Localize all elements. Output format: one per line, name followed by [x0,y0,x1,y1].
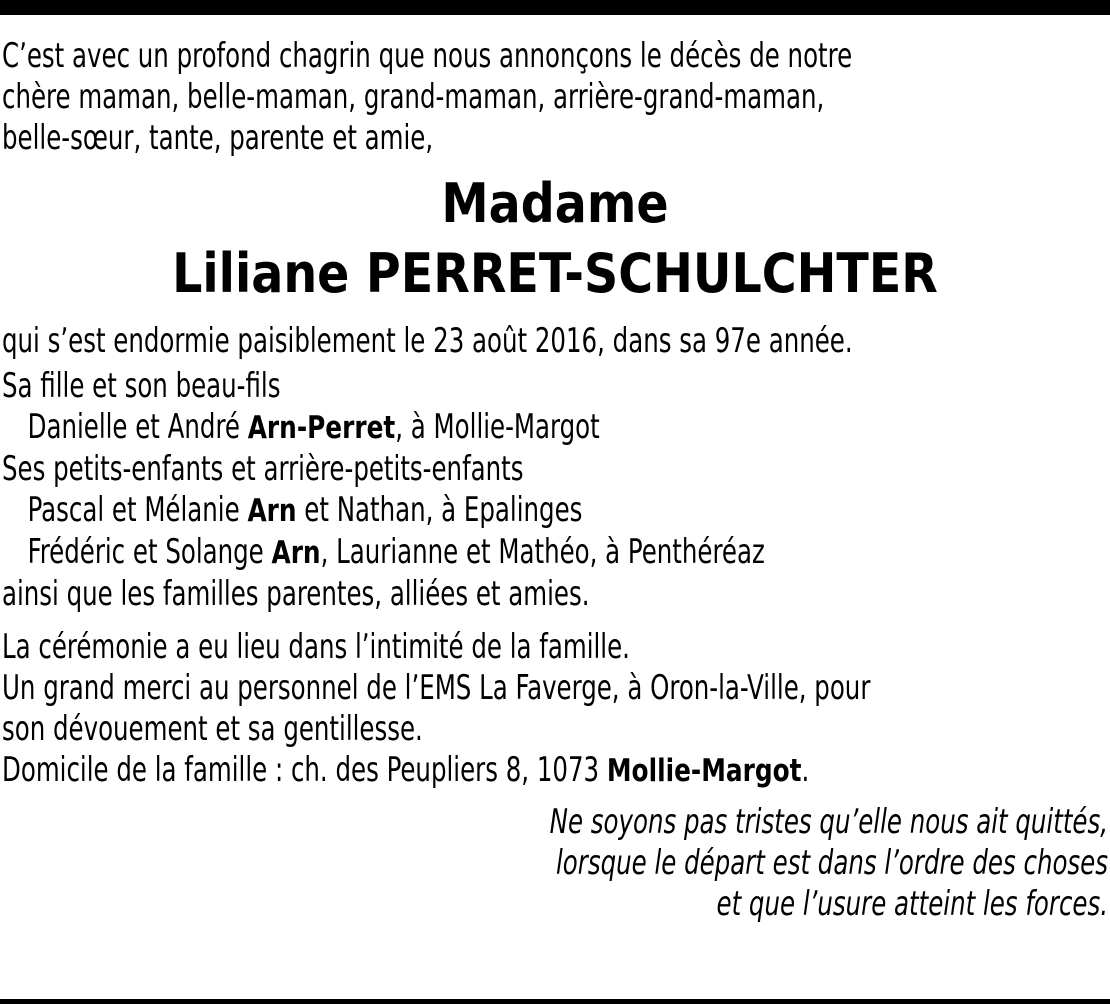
bottom-border-rule [0,999,1110,1004]
family-group-heading: Ses petits-enfants et arrière-petits-enfants [2,449,524,489]
intro-line-2: chère maman, belle-maman, grand-maman, arrière-grand-maman, [2,77,825,117]
ceremony-line-2: Un grand merci au personnel de l’EMS La Faverge, à Oron-la-Ville, pour [2,668,871,708]
quote-line-3: et que l’usure atteint les forces. [716,884,1108,924]
ceremony-line-3: son dévouement et sa gentillesse. [2,709,423,749]
family-address [2,750,887,792]
address-suffix: . [801,750,810,790]
quote-line-2: lorsque le départ est dans l’ordre des choses [556,843,1108,883]
deceased-name-block [2,169,1108,309]
intro-line-1: C’est avec un profond chagrin que nous annonçons le décès de notre [2,36,853,76]
ceremony-line-1: La cérémonie a eu lieu dans l’intimité de la famille. [2,627,630,667]
passing-statement: qui s’est endormie paisiblement le 23 août 2016, dans sa 97e année. [2,321,853,361]
member-details: , à Mollie-Margot [395,407,600,447]
address-prefix: Domicile de la famille : ch. des Peupliers 8, 1073 [2,750,607,790]
family-closing: ainsi que les familles parentes, alliées et amies. [2,574,590,614]
member-given-names: Danielle et André [27,407,248,447]
intro-line-3: belle-sœur, tante, parente et amie, [2,118,434,158]
family-member [2,490,887,532]
family-list [2,366,1108,615]
intro-paragraph [2,36,1108,159]
member-surname: Arn [247,493,297,529]
member-given-names: Frédéric et Solange [27,532,272,572]
family-group-heading: Sa fille et son beau-fils [2,366,281,406]
member-surname: Arn [271,535,321,571]
top-border-rule [0,0,1110,15]
passing-statement-block [2,321,1108,362]
family-member [2,532,887,574]
member-given-names: Pascal et Mélanie [27,490,248,530]
closing-quote [2,802,1108,925]
ceremony-paragraph [2,627,1108,792]
quote-line-1: Ne soyons pas tristes qu’elle nous ait quittés, [549,802,1108,842]
obituary-notice [2,36,1108,925]
member-details: et Nathan, à Epalinges [296,490,583,530]
deceased-honorific: Madame [441,172,669,235]
address-locality: Mollie-Margot [606,753,802,789]
member-surname: Arn-Perret [247,410,396,446]
family-member [2,407,887,449]
deceased-full-name: Liliane PERRET-SCHULCHTER [172,242,938,305]
member-details: , Laurianne et Mathéo, à Penthéréaz [320,532,765,572]
